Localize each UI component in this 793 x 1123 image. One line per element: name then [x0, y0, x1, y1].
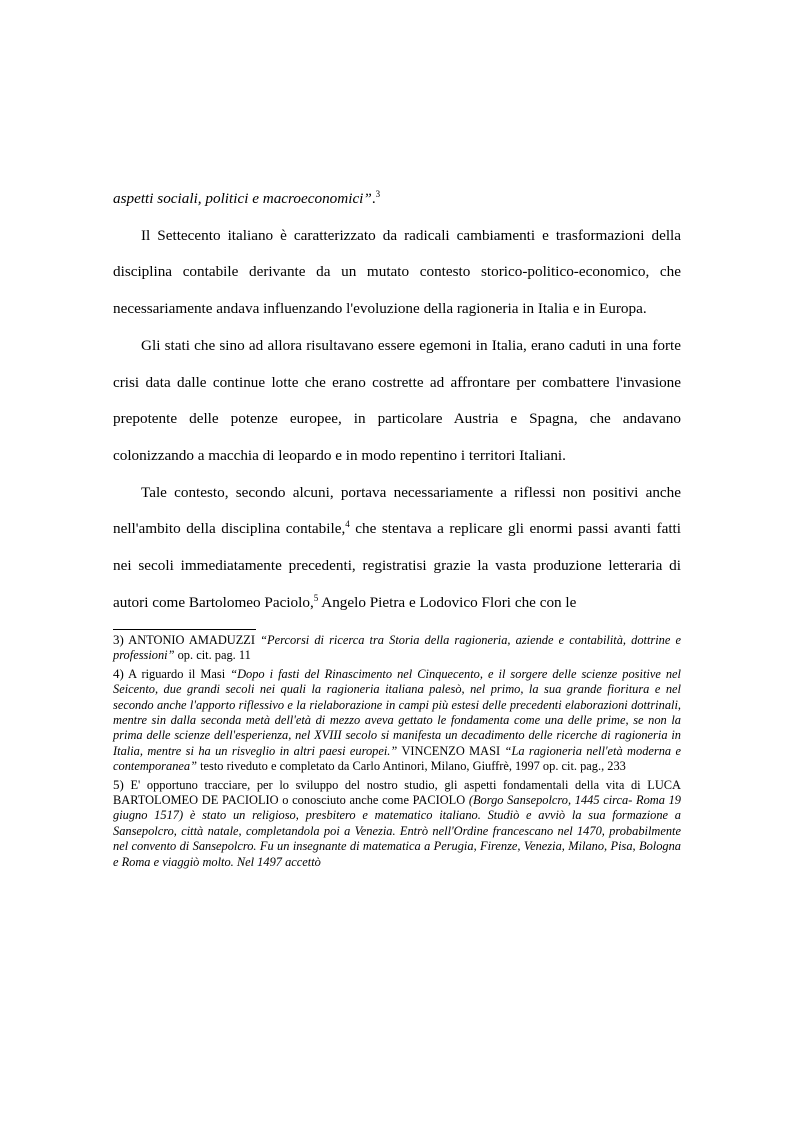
paragraph-3-part-a: Tale contesto, secondo alcuni, portava necessariamente a riflessi non positivi anche nell'ambito della disciplina contabile, — [113, 483, 681, 538]
footnote-5 — [113, 777, 681, 870]
footnote-3 — [113, 632, 681, 664]
footnote-citation: testo riveduto e completato da Carlo Antinori, Milano, Giuffrè, 1997 op. cit. pag., 233 — [196, 759, 626, 774]
footnote-number: 4) — [113, 665, 124, 681]
footnote-separator — [113, 629, 256, 630]
paragraph-3 — [113, 475, 681, 622]
footnote-biography: (Borgo Sansepolcro, 1445 circa- Roma 19 giugno 1517) è stato un religioso, presbitero e matematico italiano. Studiò e avviò la sua formazione a Sansepolcro, città natale, completandola poi a Venezia. Entrò nell'Ordine francescano nel 1470, probabilmente nel convento di Sansepolcro. Fu un insegnante di matematica a Perugia, Firenze, Venezia, Milano, Pisa, Bologna e Roma e viaggiò molto. Nel 1497 accettò — [113, 793, 681, 869]
body-text — [113, 181, 681, 621]
footnote-4 — [113, 666, 681, 775]
footnote-lead: A riguardo il Masi — [123, 666, 231, 681]
footnote-number: 3) — [113, 632, 124, 647]
footnote-ref-3[interactable]: 3 — [375, 189, 381, 199]
period: . — [371, 190, 376, 207]
footnote-author: ANTONIO AMADUZZI — [123, 633, 261, 647]
footnote-author: VINCENZO MASI — [397, 743, 505, 758]
footnote-citation: op. cit. pag. 11 — [174, 648, 251, 663]
footnote-ref-4[interactable]: 4 — [345, 519, 350, 530]
paragraph-3-part-b: che stentava a replicare gli enormi passi avanti fatti nei secoli immediatamente precedenti, registratisi grazie la vasta produzione letteraria di autori come Bartolomeo Paciolo, — [113, 520, 682, 611]
footnote-ref-5[interactable]: 5 — [313, 592, 319, 603]
footnote-title: “La ragioneria nell'età moderna e contemporanea” — [113, 743, 681, 774]
footnote-lead: E' opportuno tracciare, per lo sviluppo del nostro studio, gli aspetti fondamentali della vita di LUCA BARTOLOMEO DE PACIOLIO o conosciuto anche come PACIOLO — [113, 777, 681, 808]
footnote-quote: “Dopo i fasti del Rinascimento nel Cinquecento, e il sorgere delle scienze positive nel Seicento, due grandi secoli nei quali la ragioneria italiana palesò, nel primo, la sua grande fioritura e nel secondo anche l'apporto riflessivo e la rielaborazione in campi più estesi delle precedenti elaborazioni dottrinali, mentre sin dalla seconda metà dell'età di mezzo aveva gettato le fondamenta come una delle prime, se non la prima delle scienze dell'esperienza, nel XVIII secolo si manifesta un decadimento delle ricerche di ragioneria in Italia, mentre si ha un risveglio in altri paesi europei.” — [113, 666, 681, 758]
footnote-number: 5) — [113, 776, 124, 792]
footnote-title: “Percorsi di ricerca tra Storia della ragioneria, aziende e contabilità, dottrine e professioni” — [113, 633, 681, 663]
footnotes — [113, 632, 681, 872]
paragraph-0 — [113, 181, 681, 218]
paragraph-3-part-c: Angelo Pietra e Lodovico Flori che con le — [318, 593, 577, 611]
paragraph-2: Gli stati che sino ad allora risultavano essere egemoni in Italia, erano caduti in una forte crisi data dalle continue lotte che erano costrette ad affrontare per combattere l'invasione prepotente delle potenze europee, in particolare Austria e Spagna, che andavano colonizzando a macchia di leopardo e in modo repentino i territori Italiani. — [113, 336, 681, 464]
paragraph-1: Il Settecento italiano è caratterizzato da radicali cambiamenti e trasformazioni della disciplina contabile derivante da un mutato contesto storico-politico-economico, che necessariamente andava influenzando l'evoluzione della ragioneria in Italia e in Europa. — [113, 226, 681, 318]
quote-end: aspetti sociali, politici e macroeconomici” — [113, 190, 372, 207]
